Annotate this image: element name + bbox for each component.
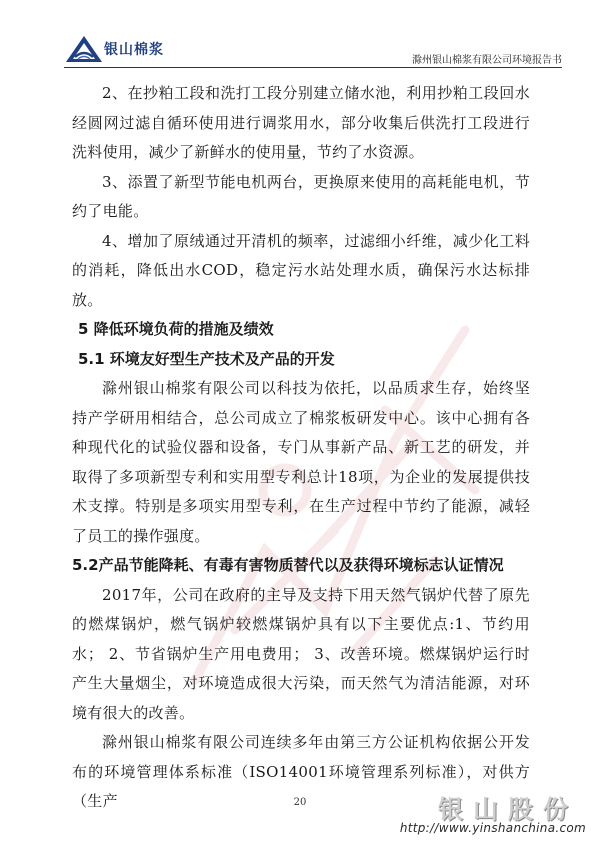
section-heading-5-2: 5.2产品节能降耗、有毒有害物质替代以及获得环境标志认证情况 [72,556,504,574]
header-divider [64,67,562,68]
report-title: 滁州银山棉浆有限公司环境报告书 [412,55,562,66]
brand-watermark: 银山股份 [437,795,578,824]
company-logo-icon [64,34,104,64]
logo-text: 银山棉浆 [104,42,164,58]
document-body [72,79,530,817]
paragraph-gas-boiler: 2017年，公司在政府的主导及支持下用天然气锅炉代替了原先的燃煤锅炉，燃气锅炉较燃煤锅炉具有以下主要优点:1、节约用水； 2、节省锅炉生产用电费用； 3、改善环境。燃煤锅炉运行时产生大量烟尘，对环境造成很大污染，而天然气为清洁能源，对环境有很大的改善。 [72,585,530,722]
paragraph-item-3: 3、添置了新型节能电机两台，更换原来使用的高耗能电机，节约了电能。 [72,172,530,220]
website-url: http://www.yinshanchina.com [399,821,586,835]
section-heading-5-1: 5.1 环境友好型生产技术及产品的开发 [78,349,335,368]
paragraph-rd-center: 滁州银山棉浆有限公司以科技为依托，以品质求生存，始终坚持产学研用相结合，总公司成立了棉浆板研发中心。该中心拥有各种现代化的试验仪器和设备，专门从事新产品、新工艺的研发，并取得了多项新型专利和实用型专利总计18项，为企业的发展提供技术支撑。特别是多项实用型专利，在生产过程中节约了能源，减轻了员工的操作强度。 [72,379,530,545]
section-heading-5: 5 降低环境负荷的措施及绩效 [78,320,274,338]
paragraph-iso14001: 滁州银山棉浆有限公司连续多年由第三方公证机构依据公开发布的环境管理体系标准（ISO14001环境管理系列标准），对供方（生产 [72,733,530,810]
page-number: 20 [293,797,307,808]
page-header [64,30,562,68]
paragraph-item-4: 4、增加了原绒通过开清机的频率，过滤细小纤维，减少化工料的消耗，降低出水COD，稳定污水站处理水质，确保污水达标排放。 [72,231,530,309]
paragraph-item-2: 2、在抄粕工段和洗打工段分别建立储水池，利用抄粕工段回水经圆网过滤自循环使用进行调浆用水，部分收集后供洗打工段进行洗料使用，减少了新鲜水的使用量，节约了水资源。 [72,84,530,161]
